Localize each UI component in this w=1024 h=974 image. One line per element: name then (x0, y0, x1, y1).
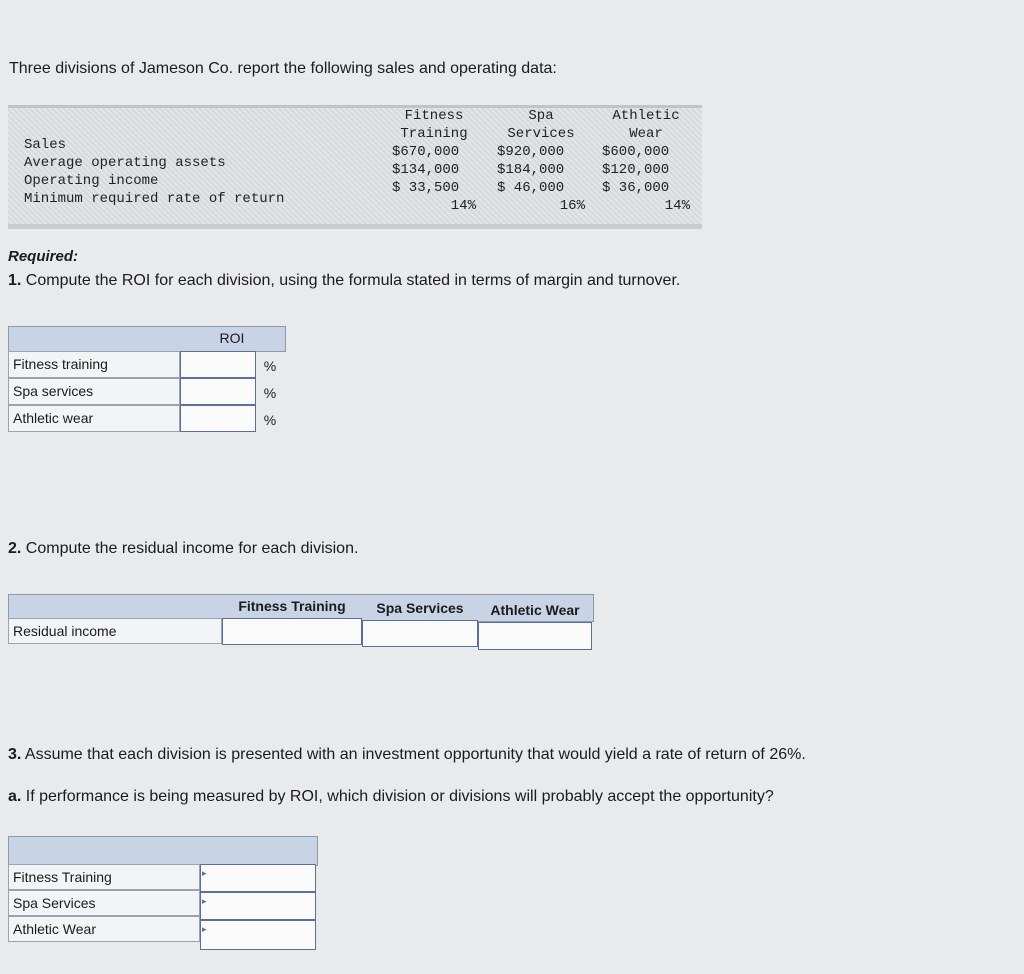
roi-input-fitness[interactable] (180, 351, 256, 378)
question-text: If performance is being measured by ROI, which division or divisions will probably accept the opportunity? (25, 788, 774, 805)
roi-row-label-fitness: Fitness training (8, 351, 180, 378)
question-number: 3. (8, 746, 22, 763)
ri-input-fitness[interactable] (222, 618, 362, 645)
question-number: 2. (8, 540, 22, 557)
cell-assets: $120,000 (602, 162, 670, 178)
accept-select-athletic[interactable] (200, 920, 316, 950)
question-1 (8, 272, 680, 290)
column-header-line2: Wear (629, 126, 663, 142)
column-header-line2: Training (400, 126, 468, 142)
cell-income: $ 46,000 (497, 180, 565, 196)
column-header-line2: Services (507, 126, 575, 142)
ri-input-athletic[interactable] (478, 622, 592, 650)
intro-text: Three divisions of Jameson Co. report the following sales and operating data: (9, 60, 557, 77)
ri-header-spa: Spa Services (376, 600, 464, 616)
row-label-min-rate: Minimum required rate of return (24, 191, 285, 207)
roi-column-header: ROI (219, 330, 245, 346)
column-header-line1: Spa (528, 108, 554, 124)
roi-input-athletic[interactable] (180, 405, 256, 432)
roi-percent-athletic: % (263, 412, 277, 428)
ri-header-fitness: Fitness Training (238, 598, 346, 614)
roi-percent-fitness: % (263, 358, 277, 374)
ri-header-athletic: Athletic Wear (490, 602, 580, 618)
row-label-sales: Sales (24, 137, 67, 153)
column-fitness-training (392, 107, 476, 215)
dropdown-arrow-icon: ▸ (202, 924, 207, 934)
cell-sales: $670,000 (392, 144, 460, 160)
question-3a (8, 788, 774, 806)
cell-income: $ 33,500 (392, 180, 460, 196)
data-table-bottom-border (8, 224, 702, 229)
accept-row-label-athletic: Athletic Wear (8, 916, 200, 942)
cell-assets: $184,000 (497, 162, 565, 178)
dropdown-arrow-icon: ▸ (202, 868, 207, 878)
question-text: Assume that each division is presented with an investment opportunity that would yield a rate of return of 26%. (24, 746, 806, 763)
cell-min-rate: 14% (450, 198, 476, 214)
column-spa-services (497, 107, 585, 215)
column-header-line1: Fitness (404, 108, 464, 124)
row-label-income: Operating income (24, 173, 159, 189)
data-table-row-labels (24, 136, 284, 208)
ri-row-label: Residual income (8, 618, 222, 644)
cell-assets: $134,000 (392, 162, 460, 178)
question-3 (8, 746, 806, 764)
question-text: Compute the ROI for each division, using the formula stated in terms of margin and turnover. (25, 272, 681, 289)
cell-income: $ 36,000 (602, 180, 670, 196)
question-2 (8, 540, 358, 558)
required-heading: Required: (8, 248, 79, 265)
column-athletic-wear (602, 107, 690, 215)
cell-sales: $600,000 (602, 144, 670, 160)
question-text: Compute the residual income for each division. (25, 540, 359, 557)
roi-row-label-athletic: Athletic wear (8, 405, 180, 432)
row-label-assets: Average operating assets (24, 155, 226, 171)
cell-min-rate: 14% (664, 198, 690, 214)
accept-select-fitness[interactable] (200, 864, 316, 892)
dropdown-arrow-icon: ▸ (202, 896, 207, 906)
roi-row-label-spa: Spa services (8, 378, 180, 405)
cell-min-rate: 16% (559, 198, 585, 214)
accept-select-spa[interactable] (200, 892, 316, 920)
question-number: 1. (8, 272, 22, 289)
roi-percent-spa: % (263, 385, 277, 401)
ri-input-spa[interactable] (362, 620, 478, 647)
cell-sales: $920,000 (497, 144, 565, 160)
column-header-line1: Athletic (612, 108, 680, 124)
roi-input-spa[interactable] (180, 378, 256, 405)
accept-table-header (8, 836, 318, 866)
accept-row-label-fitness: Fitness Training (8, 864, 200, 890)
question-number: a. (8, 788, 22, 805)
accept-row-label-spa: Spa Services (8, 890, 200, 916)
